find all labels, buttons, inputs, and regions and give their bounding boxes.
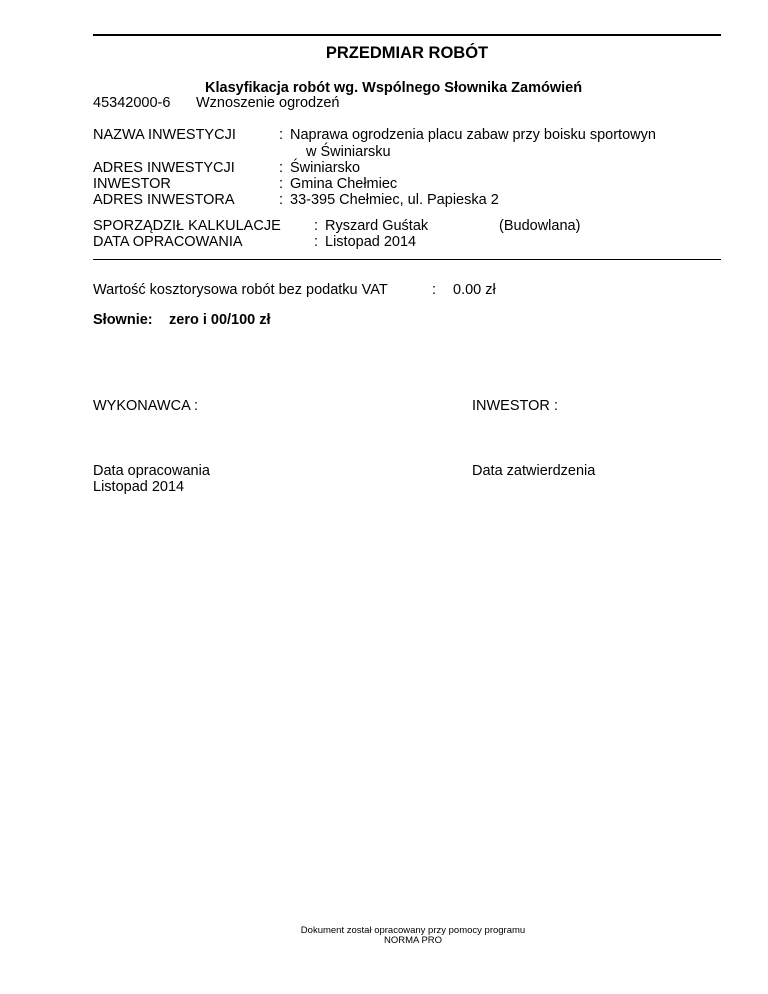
prep-date-value: Listopad 2014 — [93, 479, 185, 495]
page-title: PRZEDMIAR ROBÓT — [325, 44, 489, 62]
prepared-by-label: SPORZĄDZIŁ KALKULACJE — [93, 218, 281, 234]
date-value: Listopad 2014 — [325, 234, 417, 250]
prepared-by-value: Ryszard Guśtak — [325, 218, 429, 234]
cost-words-value: zero i 00/100 zł — [169, 312, 271, 328]
investment-name-sep: : — [279, 127, 284, 143]
investment-name-label: NAZWA INWESTYCJI — [93, 127, 236, 143]
cost-words-label: Słownie: — [93, 312, 153, 328]
contractor-label: WYKONAWCA : — [93, 398, 198, 414]
investment-address-label: ADRES INWESTYCJI — [93, 160, 235, 176]
investment-name-value: Naprawa ogrodzenia placu zabaw przy boisku sportowyn — [290, 127, 656, 143]
investor-label: INWESTOR — [93, 176, 171, 192]
cpv-name: Wznoszenie ogrodzeń — [196, 95, 340, 111]
date-label: DATA OPRACOWANIA — [93, 234, 243, 250]
cost-value: 0.00 zł — [453, 282, 496, 298]
cost-sep: : — [432, 282, 437, 298]
investment-name-value-line2: w Świniarsku — [306, 144, 391, 160]
investor-address-label: ADRES INWESTORA — [93, 192, 235, 208]
investment-address-sep: : — [279, 160, 284, 176]
prep-date-label: Data opracowania — [93, 463, 210, 479]
classification-heading: Klasyfikacja robót wg. Wspólnego Słownika Zamówień — [205, 80, 583, 96]
prepared-by-sep: : — [314, 218, 319, 234]
date-sep: : — [314, 234, 319, 250]
investor-address-sep: : — [279, 192, 284, 208]
investor-address-value: 33-395 Chełmiec, ul. Papieska 2 — [290, 192, 499, 208]
footer-line1: Dokument został opracowany przy pomocy programu — [300, 925, 526, 936]
investor-signature-label: INWESTOR : — [472, 398, 558, 414]
investor-sep: : — [279, 176, 284, 192]
top-rule — [93, 34, 721, 36]
investor-value: Gmina Chełmiec — [290, 176, 398, 192]
prepared-by-note: (Budowlana) — [499, 218, 581, 234]
mid-rule — [93, 259, 721, 260]
cpv-code: 45342000-6 — [93, 95, 171, 111]
approval-date-label: Data zatwierdzenia — [472, 463, 596, 479]
footer-line2: NORMA PRO — [383, 935, 443, 946]
investment-address-value: Świniarsko — [290, 160, 361, 176]
cost-label: Wartość kosztorysowa robót bez podatku VAT — [93, 282, 388, 298]
